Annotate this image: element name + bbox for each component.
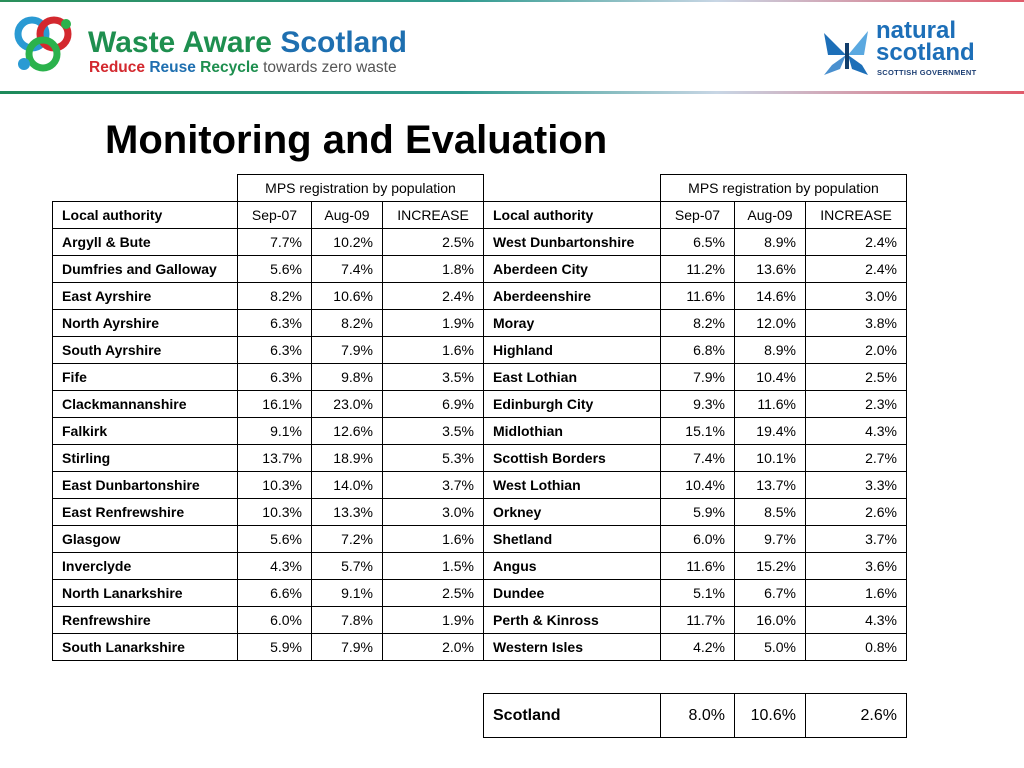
aug-09-cell: 14.0% [312,472,383,499]
table-row [53,553,907,580]
aug-09-cell: 10.1% [735,445,806,472]
local-authority-cell: South Ayrshire [53,337,238,364]
partner-gov: SCOTTISH GOVERNMENT [877,68,977,77]
local-authority-cell: Edinburgh City [484,391,661,418]
local-authority-cell: Midlothian [484,418,661,445]
sep-07-cell: 6.8% [661,337,735,364]
increase-cell: 3.7% [806,526,907,553]
aug-09-cell: 13.7% [735,472,806,499]
table-row [53,391,907,418]
local-authority-cell: Angus [484,553,661,580]
increase-cell: 2.0% [383,634,484,661]
aug-09-cell: 14.6% [735,283,806,310]
group-header-left: MPS registration by population [238,175,484,202]
aug-09-cell: 13.3% [312,499,383,526]
sep-07-cell: 5.1% [661,580,735,607]
local-authority-cell: Highland [484,337,661,364]
aug-09-cell: 19.4% [735,418,806,445]
increase-cell: 2.5% [383,580,484,607]
local-authority-cell: East Dunbartonshire [53,472,238,499]
sep-07-cell: 11.6% [661,283,735,310]
sep-07-cell: 16.1% [238,391,312,418]
sep-07-cell: 10.3% [238,499,312,526]
aug-09-cell: 5.7% [312,553,383,580]
increase-cell: 1.9% [383,310,484,337]
sep-07-cell: 13.7% [238,445,312,472]
table-row [53,580,907,607]
sep-07-cell: 7.7% [238,229,312,256]
increase-cell: 2.7% [806,445,907,472]
increase-cell: 3.8% [806,310,907,337]
table-row [53,310,907,337]
blank-cell [484,175,661,202]
sep-07-cell: 9.1% [238,418,312,445]
increase-cell: 2.4% [806,229,907,256]
sep-07-cell: 5.9% [661,499,735,526]
local-authority-cell: Dumfries and Galloway [53,256,238,283]
sep-07-cell: 9.3% [661,391,735,418]
sep-07-cell: 6.3% [238,337,312,364]
increase-cell: 2.4% [806,256,907,283]
sep-07-cell: 6.6% [238,580,312,607]
col-aug-09: Aug-09 [735,202,806,229]
aug-09-cell: 23.0% [312,391,383,418]
aug-09-cell: 10.2% [312,229,383,256]
increase-cell: 3.3% [806,472,907,499]
sep-07-cell: 5.9% [238,634,312,661]
increase-cell: 2.5% [806,364,907,391]
local-authority-cell: Perth & Kinross [484,607,661,634]
increase-cell: 1.6% [383,526,484,553]
aug-09-cell: 7.9% [312,337,383,364]
top-rule [0,0,1024,2]
local-authority-cell: East Ayrshire [53,283,238,310]
aug-09-cell: 15.2% [735,553,806,580]
sep-07-cell: 11.2% [661,256,735,283]
local-authority-cell: Fife [53,364,238,391]
sep-07-cell: 15.1% [661,418,735,445]
increase-cell: 4.3% [806,607,907,634]
blank-cell [53,175,238,202]
aug-09-cell: 7.4% [312,256,383,283]
sep-07-cell: 6.3% [238,310,312,337]
sep-07-cell: 10.4% [661,472,735,499]
page-title: Monitoring and Evaluation [105,118,608,162]
increase-cell: 2.5% [383,229,484,256]
aug-09-cell: 9.1% [312,580,383,607]
table-row [53,283,907,310]
brand-tagline [89,59,397,77]
col-increase: INCREASE [383,202,484,229]
table-row [53,229,907,256]
sep-07-cell: 7.9% [661,364,735,391]
sep-07-cell: 11.7% [661,607,735,634]
local-authority-cell: Aberdeen City [484,256,661,283]
increase-cell: 1.6% [383,337,484,364]
local-authority-cell: Orkney [484,499,661,526]
column-header-row [53,202,907,229]
sep-07-cell: 7.4% [661,445,735,472]
partner-line-1: natural [876,17,957,44]
table-row [53,472,907,499]
header-divider [0,91,1024,94]
sep-07-cell: 4.3% [238,553,312,580]
table-row [53,364,907,391]
local-authority-cell: Glasgow [53,526,238,553]
sep-07-cell: 5.6% [238,256,312,283]
local-authority-cell: Argyll & Bute [53,229,238,256]
sep-07-cell: 10.3% [238,472,312,499]
local-authority-cell: East Renfrewshire [53,499,238,526]
increase-cell: 3.6% [806,553,907,580]
brand-word-2: Scotland [280,26,408,59]
local-authority-cell: North Lanarkshire [53,580,238,607]
aug-09-cell: 9.7% [735,526,806,553]
butterfly-icon [818,25,874,77]
increase-cell: 1.6% [806,580,907,607]
partner-line-2: scotland [876,39,975,66]
local-authority-cell: Clackmannanshire [53,391,238,418]
aug-09-cell: 13.6% [735,256,806,283]
increase-cell: 1.9% [383,607,484,634]
group-header-row [53,175,907,202]
aug-09-cell: 8.9% [735,229,806,256]
increase-cell: 3.0% [806,283,907,310]
aug-09-cell: 7.8% [312,607,383,634]
waste-aware-logo-icon [10,12,78,76]
increase-cell: 0.8% [806,634,907,661]
col-local-authority: Local authority [53,202,238,229]
local-authority-cell: Renfrewshire [53,607,238,634]
col-aug-09: Aug-09 [312,202,383,229]
increase-cell: 4.3% [806,418,907,445]
aug-09-cell: 10.6% [312,283,383,310]
sep-07-cell: 8.2% [238,283,312,310]
total-increase: 2.6% [806,694,907,738]
brand-word-1: Waste Aware [88,26,272,59]
header [0,0,1024,93]
group-header-right: MPS registration by population [661,175,907,202]
local-authority-cell: Falkirk [53,418,238,445]
sep-07-cell: 6.0% [238,607,312,634]
partner-name [876,17,975,66]
local-authority-cell: West Dunbartonshire [484,229,661,256]
aug-09-cell: 12.0% [735,310,806,337]
total-aug: 10.6% [735,694,806,738]
tag-reduce: Reduce [89,59,145,76]
table-row [53,418,907,445]
col-increase: INCREASE [806,202,907,229]
local-authority-cell: North Ayrshire [53,310,238,337]
table-row [53,607,907,634]
total-sep: 8.0% [661,694,735,738]
increase-cell: 3.0% [383,499,484,526]
sep-07-cell: 6.0% [661,526,735,553]
local-authority-cell: Aberdeenshire [484,283,661,310]
tag-reuse: Reuse [149,59,196,76]
aug-09-cell: 7.2% [312,526,383,553]
aug-09-cell: 5.0% [735,634,806,661]
local-authority-cell: Moray [484,310,661,337]
sep-07-cell: 4.2% [661,634,735,661]
aug-09-cell: 7.9% [312,634,383,661]
mps-table [52,174,907,661]
table-row [53,256,907,283]
table-row [53,526,907,553]
brand-title [88,26,407,60]
col-sep-07: Sep-07 [661,202,735,229]
tag-recycle: Recycle [200,59,259,76]
col-local-authority: Local authority [484,202,661,229]
tag-rest: towards zero waste [263,59,397,76]
table-row [53,337,907,364]
aug-09-cell: 18.9% [312,445,383,472]
sep-07-cell: 6.5% [661,229,735,256]
sep-07-cell: 5.6% [238,526,312,553]
local-authority-cell: Inverclyde [53,553,238,580]
increase-cell: 3.5% [383,418,484,445]
increase-cell: 5.3% [383,445,484,472]
increase-cell: 1.5% [383,553,484,580]
aug-09-cell: 8.5% [735,499,806,526]
local-authority-cell: South Lanarkshire [53,634,238,661]
local-authority-cell: Scottish Borders [484,445,661,472]
increase-cell: 2.3% [806,391,907,418]
total-name: Scotland [484,694,661,738]
sep-07-cell: 11.6% [661,553,735,580]
local-authority-cell: Shetland [484,526,661,553]
increase-cell: 6.9% [383,391,484,418]
aug-09-cell: 10.4% [735,364,806,391]
sep-07-cell: 8.2% [661,310,735,337]
increase-cell: 1.8% [383,256,484,283]
increase-cell: 2.6% [806,499,907,526]
aug-09-cell: 12.6% [312,418,383,445]
local-authority-cell: Stirling [53,445,238,472]
aug-09-cell: 8.9% [735,337,806,364]
aug-09-cell: 16.0% [735,607,806,634]
local-authority-cell: West Lothian [484,472,661,499]
aug-09-cell: 6.7% [735,580,806,607]
table-row [53,634,907,661]
increase-cell: 3.5% [383,364,484,391]
col-sep-07: Sep-07 [238,202,312,229]
local-authority-cell: Western Isles [484,634,661,661]
scotland-total-table [483,693,907,738]
increase-cell: 2.4% [383,283,484,310]
table-row [53,445,907,472]
local-authority-cell: Dundee [484,580,661,607]
sep-07-cell: 6.3% [238,364,312,391]
table-row [53,499,907,526]
increase-cell: 2.0% [806,337,907,364]
local-authority-cell: East Lothian [484,364,661,391]
aug-09-cell: 8.2% [312,310,383,337]
scotland-total-row [484,694,907,738]
aug-09-cell: 9.8% [312,364,383,391]
increase-cell: 3.7% [383,472,484,499]
aug-09-cell: 11.6% [735,391,806,418]
